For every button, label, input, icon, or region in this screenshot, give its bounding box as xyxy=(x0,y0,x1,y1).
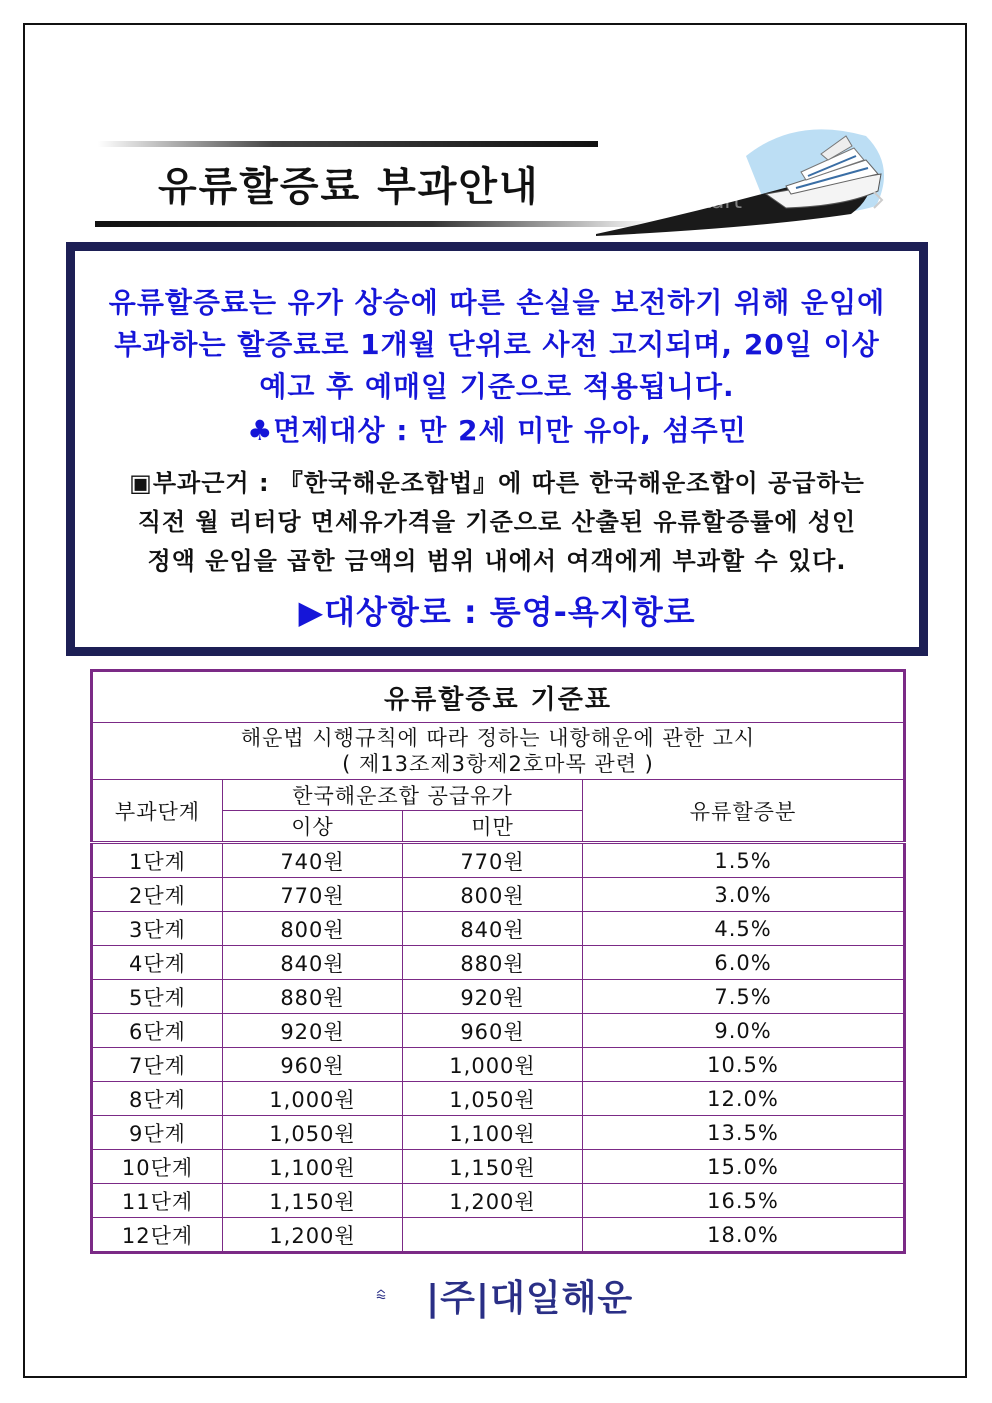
stage-cell: 10단계 xyxy=(92,1150,223,1184)
rate-cell: 4.5% xyxy=(583,912,905,946)
stage-cell: 1단계 xyxy=(92,843,223,878)
notice-text-line-1: 유류할증료는 유가 상승에 따른 손실을 보전하기 위해 운임에 xyxy=(108,286,886,319)
table-subtitle xyxy=(92,723,905,780)
max-price-cell: 1,000원 xyxy=(403,1048,583,1082)
exemption-text: ♣면제대상 : 만 2세 미만 유아, 섬주민 xyxy=(247,414,747,447)
table-row xyxy=(92,1184,905,1218)
table-row xyxy=(92,1082,905,1116)
basis-text-line-1: ▣부과근거 : 『한국해운조합법』에 따른 한국해운조합이 공급하는 xyxy=(129,469,865,497)
min-price-cell: 1,200원 xyxy=(223,1218,403,1253)
title-top-rule xyxy=(98,141,598,147)
company-logo xyxy=(376,1265,426,1325)
notice-text-line-2: 부과하는 할증료로 1개월 단위로 사전 고지되며, 20일 이상 xyxy=(114,328,880,361)
table-row xyxy=(92,843,905,878)
table-row xyxy=(92,980,905,1014)
rate-cell: 13.5% xyxy=(583,1116,905,1150)
table-row xyxy=(92,878,905,912)
header-stage: 부과단계 xyxy=(92,780,223,843)
table-row xyxy=(92,946,905,980)
max-price-cell: 1,200원 xyxy=(403,1184,583,1218)
stage-cell: 9단계 xyxy=(92,1116,223,1150)
min-price-cell: 840원 xyxy=(223,946,403,980)
table-subtitle-line-2: ( 제13조제3항제2호마목 관련 ) xyxy=(342,752,654,776)
basis-text-line-3: 정액 운임을 곱한 금액의 범위 내에서 여객에게 부과할 수 있다. xyxy=(147,547,847,575)
table-row xyxy=(92,912,905,946)
max-price-cell: 800원 xyxy=(403,878,583,912)
route-text: ▶대상항로 : 통영-욕지항로 xyxy=(298,593,696,631)
min-price-cell: 800원 xyxy=(223,912,403,946)
min-price-cell: 920원 xyxy=(223,1014,403,1048)
min-price-cell: 770원 xyxy=(223,878,403,912)
min-price-cell: 1,050원 xyxy=(223,1116,403,1150)
table-subtitle-line-1: 해운법 시행규칙에 따라 정하는 내항해운에 관한 고시 xyxy=(240,726,756,750)
rate-cell: 18.0% xyxy=(583,1218,905,1253)
stage-cell: 12단계 xyxy=(92,1218,223,1253)
page-title: 유류할증료 부과안내 xyxy=(158,164,540,210)
company-name: |주|대일해운 xyxy=(426,1278,634,1319)
watermark-text: iclickart xyxy=(656,189,743,214)
surcharge-rate-table xyxy=(90,669,906,1254)
rate-cell: 9.0% xyxy=(583,1014,905,1048)
stage-cell: 7단계 xyxy=(92,1048,223,1082)
basis-text-line-2: 직전 월 리터당 면세유가격을 기준으로 산출된 유류할증률에 성인 xyxy=(137,508,857,536)
table-row xyxy=(92,1116,905,1150)
rate-cell: 3.0% xyxy=(583,878,905,912)
min-price-cell: 960원 xyxy=(223,1048,403,1082)
notice-text-line-3: 예고 후 예매일 기준으로 적용됩니다. xyxy=(259,370,735,403)
max-price-cell: 770원 xyxy=(403,843,583,878)
table-title: 유류할증료 기준표 xyxy=(92,671,905,723)
max-price-cell: 1,050원 xyxy=(403,1082,583,1116)
max-price-cell: 880원 xyxy=(403,946,583,980)
stage-cell: 8단계 xyxy=(92,1082,223,1116)
min-price-cell: 880원 xyxy=(223,980,403,1014)
logo-mark-top xyxy=(377,1290,385,1293)
stage-cell: 11단계 xyxy=(92,1184,223,1218)
title-bottom-rule xyxy=(95,221,655,227)
min-price-cell: 1,100원 xyxy=(223,1150,403,1184)
min-price-cell: 1,150원 xyxy=(223,1184,403,1218)
max-price-cell xyxy=(403,1218,583,1253)
notice-box xyxy=(66,242,928,656)
min-price-cell: 740원 xyxy=(223,843,403,878)
header-max-price: 미만 xyxy=(403,811,583,843)
max-price-cell: 960원 xyxy=(403,1014,583,1048)
rate-cell: 16.5% xyxy=(583,1184,905,1218)
logo-wave-2 xyxy=(377,1297,385,1298)
cruise-ship-illustration xyxy=(596,96,896,236)
rate-cell: 12.0% xyxy=(583,1082,905,1116)
table-row xyxy=(92,1014,905,1048)
table-row xyxy=(92,1150,905,1184)
rate-cell: 15.0% xyxy=(583,1150,905,1184)
rate-cell: 7.5% xyxy=(583,980,905,1014)
logo-wave-1 xyxy=(377,1295,385,1296)
max-price-cell: 1,100원 xyxy=(403,1116,583,1150)
stage-cell: 3단계 xyxy=(92,912,223,946)
max-price-cell: 1,150원 xyxy=(403,1150,583,1184)
header-surcharge-rate: 유류할증분 xyxy=(583,780,905,843)
min-price-cell: 1,000원 xyxy=(223,1082,403,1116)
table-row xyxy=(92,1048,905,1082)
stage-cell: 2단계 xyxy=(92,878,223,912)
stage-cell: 4단계 xyxy=(92,946,223,980)
max-price-cell: 920원 xyxy=(403,980,583,1014)
rate-cell: 6.0% xyxy=(583,946,905,980)
rate-cell: 1.5% xyxy=(583,843,905,878)
rate-cell: 10.5% xyxy=(583,1048,905,1082)
max-price-cell: 840원 xyxy=(403,912,583,946)
header-min-price: 이상 xyxy=(223,811,403,843)
table-row xyxy=(92,1218,905,1253)
stage-cell: 5단계 xyxy=(92,980,223,1014)
stage-cell: 6단계 xyxy=(92,1014,223,1048)
header-supply-price: 한국해운조합 공급유가 xyxy=(223,780,583,811)
